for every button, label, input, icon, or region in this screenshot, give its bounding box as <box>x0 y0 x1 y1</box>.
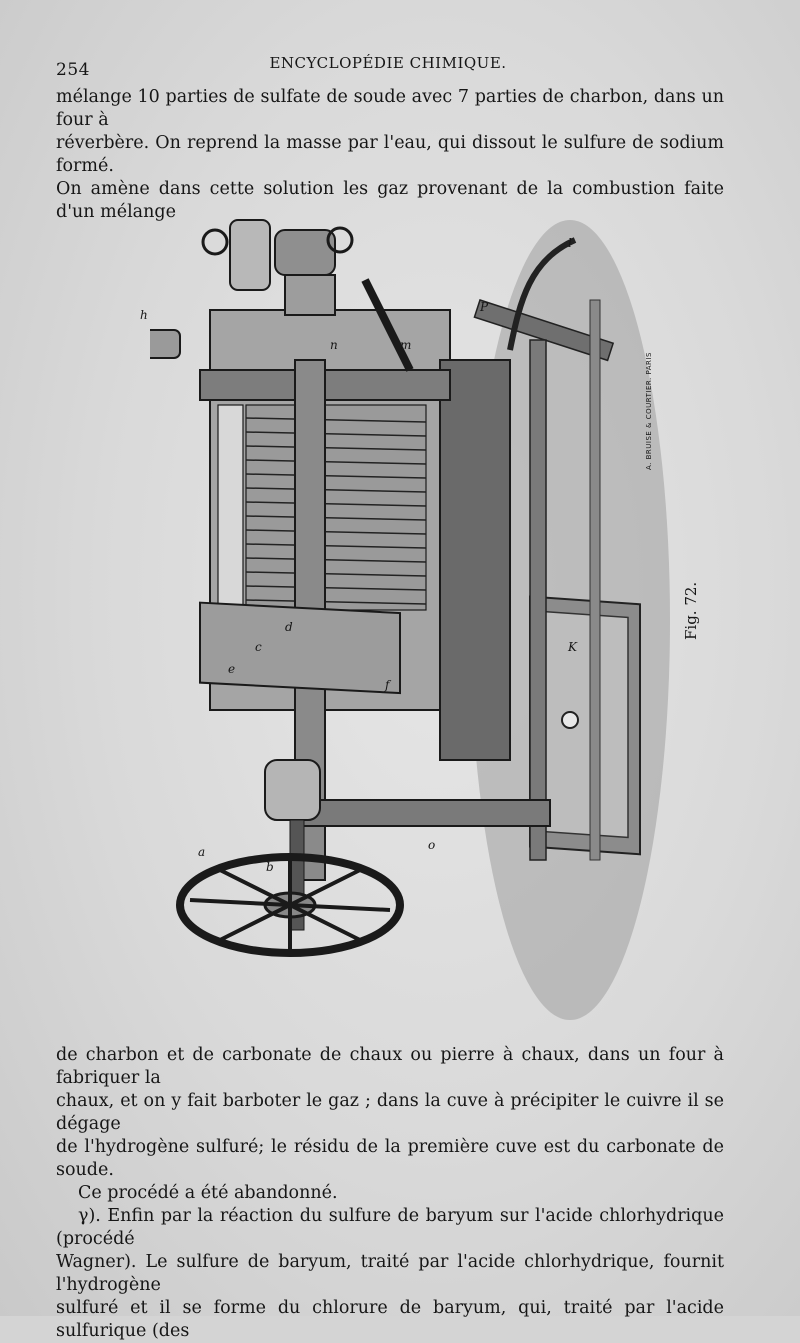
figure-letter: K <box>568 640 577 654</box>
filter-press-illustration <box>150 200 670 1040</box>
figure-letter: a <box>198 845 206 859</box>
page-header <box>56 54 720 78</box>
text-block-bottom <box>56 1044 724 1343</box>
figure-letter: d <box>285 620 293 634</box>
engraver-credit: A. BRUISE & COURTIER. PARIS <box>645 352 653 470</box>
figure-letter: h <box>140 308 148 322</box>
text-line: de l'hydrogène sulfuré; le résidu de la première cuve est du carbonate de soude. <box>56 1137 724 1180</box>
text-line: sulfuré et il se forme du chlorure de baryum, qui, traité par l'acide sulfurique (des <box>56 1298 724 1341</box>
figure-letter: P <box>480 300 489 314</box>
figure-letter: c <box>255 640 262 654</box>
figure-letter: n <box>330 338 338 352</box>
figure-letter: f <box>385 678 390 692</box>
text-line: Wagner). Le sulfure de baryum, traité par l'acide chlorhydrique, fournit l'hydrogène <box>56 1252 724 1295</box>
text-line: réverbère. On reprend la masse par l'eau, qui dissout le sulfure de sodium formé. <box>56 133 724 176</box>
figure-letter: l <box>568 236 572 250</box>
page-number: 254 <box>56 60 90 80</box>
figure-letter: o <box>428 838 436 852</box>
figure-filter-press <box>140 200 670 1040</box>
text-line: On amène dans cette solution les gaz provenant de la combustion faite d'un mélange <box>56 179 724 222</box>
text-line: γ). Enfin par la réaction du sulfure de baryum sur l'acide chlorhydrique (procédé <box>56 1206 724 1249</box>
text-line: Ce procédé a été abandonné. <box>78 1183 338 1203</box>
text-line: de charbon et de carbonate de chaux ou pierre à chaux, dans un four à fabriquer la <box>56 1045 724 1088</box>
figure-letter: b <box>266 860 274 874</box>
text-line: mélange 10 parties de sulfate de soude avec 7 parties de charbon, dans un four à <box>56 87 724 130</box>
handwheel-icon <box>180 857 400 955</box>
text-line: chaux, et on y fait barboter le gaz ; dans la cuve à précipiter le cuivre il se dégage <box>56 1091 724 1134</box>
figure-letter: m <box>400 338 412 352</box>
figure-caption: Fig. 72. <box>682 581 700 640</box>
figure-letter: e <box>228 662 236 676</box>
running-title: ENCYCLOPÉDIE CHIMIQUE. <box>269 54 507 72</box>
